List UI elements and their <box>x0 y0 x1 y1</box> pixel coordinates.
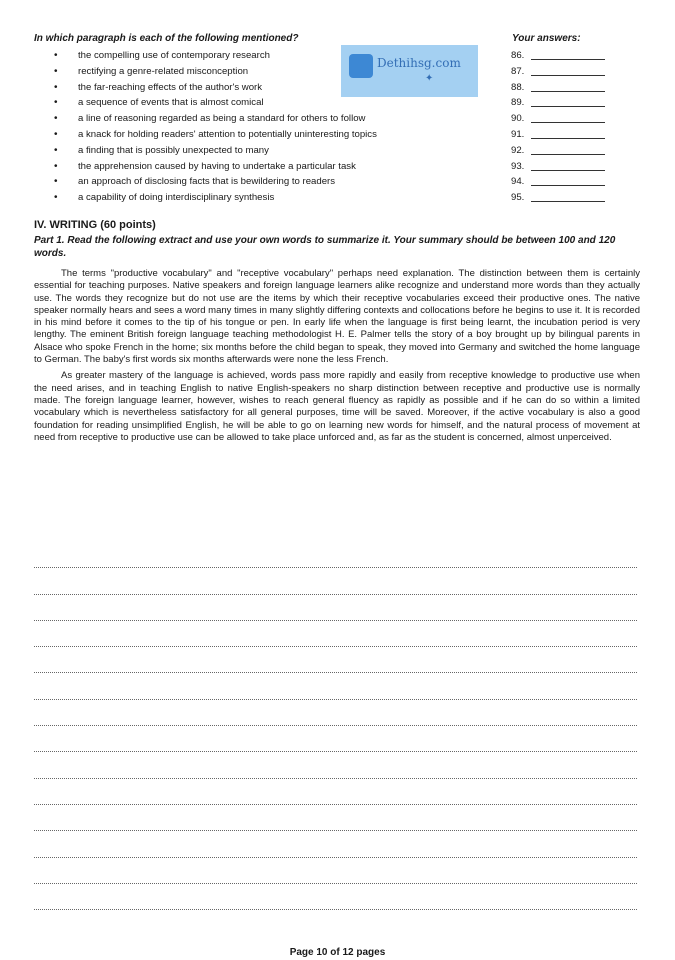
question-text: the far-reaching effects of the author's work <box>78 81 263 93</box>
question-item <box>34 159 614 175</box>
watermark-text: Dethihsg.com <box>377 56 461 70</box>
questions-prompt: In which paragraph is each of the following mentioned? <box>34 33 299 44</box>
bullet: • <box>54 160 58 172</box>
question-number: 92. <box>511 144 525 156</box>
bullet: • <box>54 176 58 188</box>
question-number: 86. <box>511 50 525 61</box>
bullet: • <box>54 50 58 61</box>
answer-blank[interactable] <box>531 122 605 123</box>
question-number: 94. <box>511 176 525 188</box>
answer-blank[interactable] <box>531 75 605 76</box>
question-item <box>34 143 614 159</box>
part1-instruction: Part 1. Read the following extract and use your own words to summarize it. Your summary should be between 100 and 120 words. <box>34 235 616 259</box>
question-number: 88. <box>511 81 525 93</box>
answer-blank[interactable] <box>531 170 605 171</box>
question-text: a finding that is possibly unexpected to many <box>78 144 269 156</box>
bullet: • <box>54 81 58 93</box>
bullet: • <box>54 65 58 77</box>
bullet: • <box>54 192 58 204</box>
answer-writing-lines[interactable] <box>34 542 637 910</box>
sparkle-icon: ✦ <box>425 73 434 84</box>
answers-title: Your answers: <box>512 33 581 44</box>
question-number: 90. <box>511 113 525 125</box>
bullet: • <box>54 97 58 109</box>
question-text: the apprehension caused by having to undertake a particular task <box>78 160 356 172</box>
question-number: 87. <box>511 65 525 77</box>
question-item <box>34 95 614 111</box>
question-text: a knack for holding readers' attention to potentially uninteresting topics <box>78 128 377 140</box>
writing-line[interactable] <box>34 858 637 884</box>
question-item <box>34 80 614 96</box>
writing-line[interactable] <box>34 621 637 647</box>
answer-blank[interactable] <box>531 91 605 92</box>
question-item <box>34 64 614 80</box>
bullet: • <box>54 144 58 156</box>
writing-line[interactable] <box>34 700 637 726</box>
writing-line[interactable] <box>34 647 637 673</box>
question-text: an approach of disclosing facts that is bewildering to readers <box>78 176 336 188</box>
question-item <box>34 48 614 64</box>
answer-blank[interactable] <box>531 185 605 186</box>
writing-line[interactable] <box>34 779 637 805</box>
question-text: rectifying a genre-related misconception <box>78 65 249 77</box>
question-number: 93. <box>511 160 525 172</box>
question-item <box>34 190 614 206</box>
writing-line[interactable] <box>34 884 637 910</box>
writing-line[interactable] <box>34 831 637 857</box>
question-item <box>34 174 614 190</box>
page-footer: Page 10 of 12 pages <box>289 947 386 958</box>
answer-blank[interactable] <box>531 59 605 60</box>
writing-line[interactable] <box>34 542 637 568</box>
writing-line[interactable] <box>34 568 637 594</box>
watermark-logo-icon <box>349 54 373 78</box>
section-title: IV. WRITING (60 points) <box>34 219 156 231</box>
question-item <box>34 111 614 127</box>
answer-blank[interactable] <box>531 154 605 155</box>
question-number: 91. <box>511 128 525 140</box>
bullet: • <box>54 128 58 140</box>
question-text: a sequence of events that is almost comical <box>78 97 264 109</box>
answer-blank[interactable] <box>531 106 605 107</box>
answer-blank[interactable] <box>531 201 605 202</box>
question-number: 89. <box>511 97 525 109</box>
writing-line[interactable] <box>34 595 637 621</box>
answer-blank[interactable] <box>531 138 605 139</box>
question-list <box>34 48 614 206</box>
question-text: the compelling use of contemporary research <box>78 50 270 61</box>
bullet: • <box>54 113 58 125</box>
reading-passage <box>34 268 640 448</box>
writing-line[interactable] <box>34 673 637 699</box>
writing-line[interactable] <box>34 805 637 831</box>
question-text: a capability of doing interdisciplinary synthesis <box>78 192 275 204</box>
question-number: 95. <box>511 192 525 204</box>
writing-line[interactable] <box>34 726 637 752</box>
writing-line[interactable] <box>34 752 637 778</box>
watermark-banner <box>341 45 478 97</box>
passage-paragraph: The terms "productive vocabulary" and "receptive vocabulary" perhaps need explanation. The distinction between them is certainly essential for teaching purposes. Native speakers and foreign language learners alike recognize and understand more words than they actually use. The words they recognize but do not use are the items by which their receptive vocabularies exceed their productive ones. The native speaker normally hears and sees a word many times in many slightly differing contexts and collocations before he begins to use it. It is recorded in his mind before it comes to the tip of his tongue or pen. In early life when the language is first being learnt, the incubation period is very lengthy. The eminent British foreign language teaching methodologist H. E. Palmer tells the story of a boy brought up by bilingual parents in Alsace who spoke French in the home; six months before the child began to speak, they moved into Germany and switched the home language to German. The baby's first words six months afterwards were none the less French. <box>34 268 640 366</box>
questions-header <box>34 33 613 47</box>
question-item <box>34 127 614 143</box>
question-text: a line of reasoning regarded as being a standard for others to follow <box>78 113 366 125</box>
passage-paragraph: As greater mastery of the language is achieved, words pass more rapidly and easily from receptive knowledge to productive use when the need arises, and in teaching English to native English-speakers no sharp distinction between receptive and productive use is normally made. The foreign language learner, however, wishes to reach general fluency as rapidly as possible and if he can do so within a limited vocabulary which is nevertheless satisfactory for all general purposes, time will be saved. Moreover, if the active vocabulary is also a good foundation for reading unsimplified English, he will be able to go on learning new words for himself, and the natural process of movement at need from receptive to productive use can be allowed to take place unforced and, as far as the student is concerned, almost unperceived. <box>34 370 640 443</box>
